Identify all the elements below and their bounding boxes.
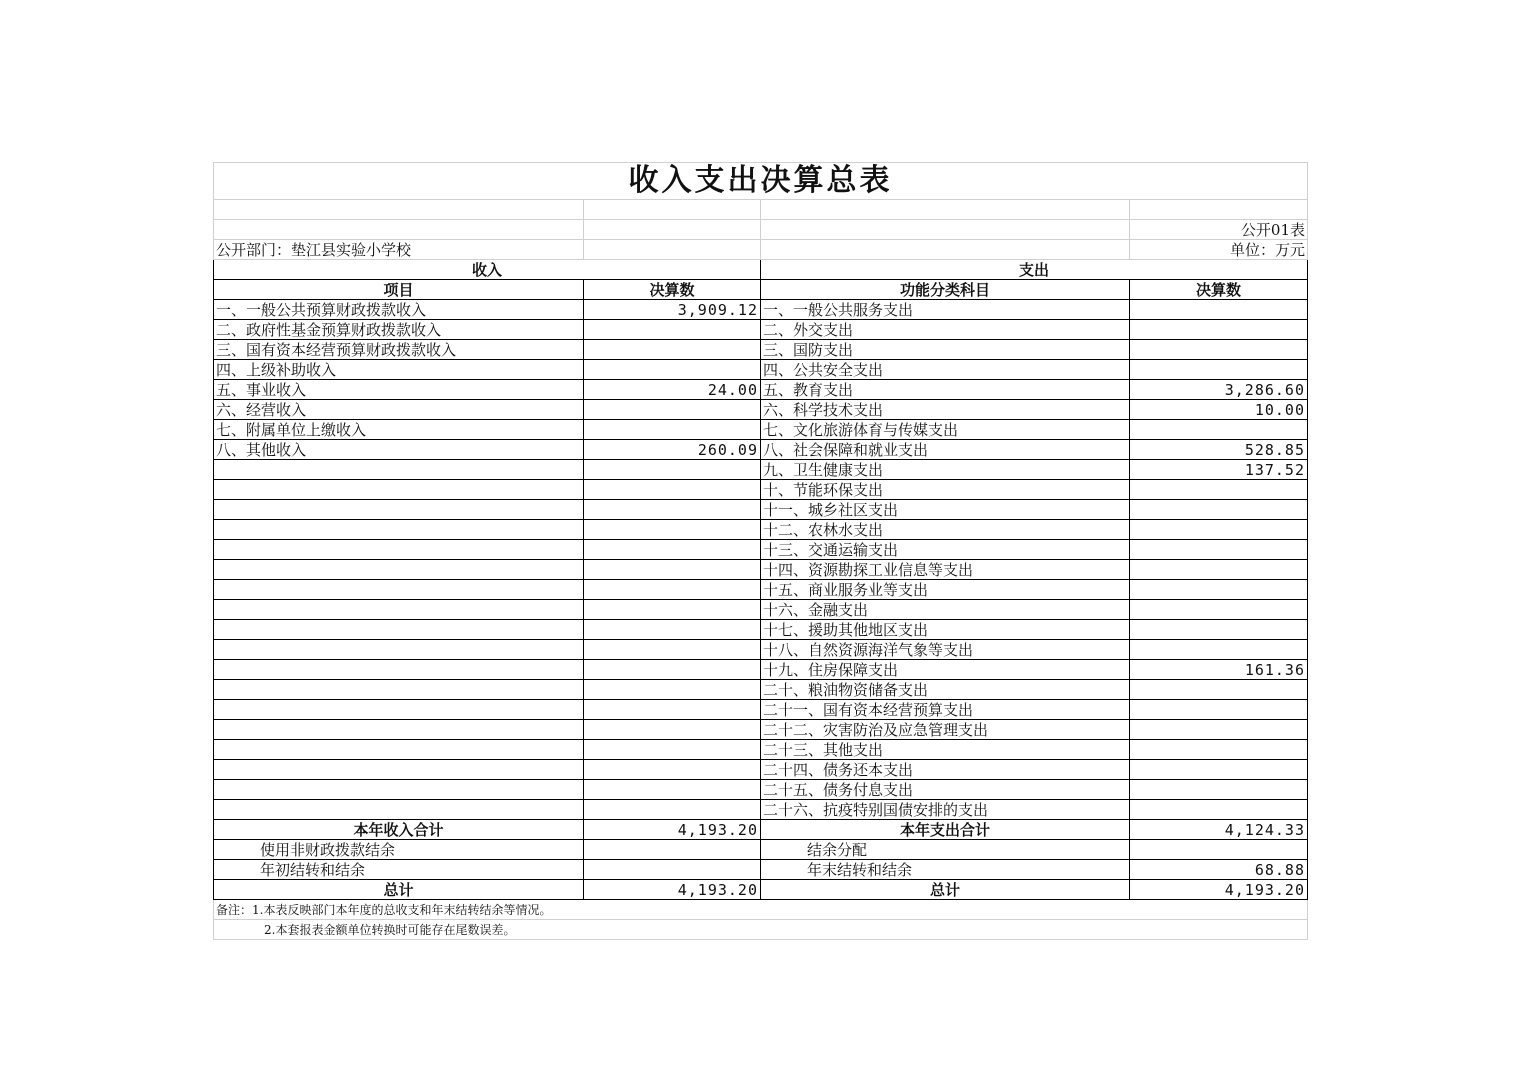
- table-row: [214, 640, 1308, 660]
- expense-amount-cell: [1130, 320, 1308, 340]
- income-item-cell: 一、一般公共预算财政拨款收入: [214, 300, 584, 320]
- table-row: [214, 520, 1308, 540]
- income-item-cell: [214, 740, 584, 760]
- expense-amount-cell: [1130, 760, 1308, 780]
- income-section-header: 收入: [214, 260, 761, 280]
- expense-item-cell: 二十二、灾害防治及应急管理支出: [761, 720, 1130, 740]
- income-item-cell: [214, 800, 584, 820]
- expense-amount-cell: [1130, 580, 1308, 600]
- income-item-cell: [214, 580, 584, 600]
- income-amount-cell: 24.00: [584, 380, 761, 400]
- expense-item-cell: 二、外交支出: [761, 320, 1130, 340]
- table-row: [214, 480, 1308, 500]
- expense-item-cell: 十四、资源勘探工业信息等支出: [761, 560, 1130, 580]
- income-amount-cell: [584, 680, 761, 700]
- expense-item-cell: 四、公共安全支出: [761, 360, 1130, 380]
- begin-carry-label: 年初结转和结余: [214, 860, 584, 880]
- expense-item-cell: 二十一、国有资本经营预算支出: [761, 700, 1130, 720]
- expense-item-cell: 十五、商业服务业等支出: [761, 580, 1130, 600]
- expense-amount-cell: [1130, 620, 1308, 640]
- expense-total-value: 4,124.33: [1130, 820, 1308, 840]
- surplus-dist-value: [1130, 840, 1308, 860]
- expense-item-cell: 一、一般公共服务支出: [761, 300, 1130, 320]
- expense-item-cell: 十、节能环保支出: [761, 480, 1130, 500]
- section-header-row: [214, 260, 1308, 280]
- final-accounts-table: [213, 162, 1308, 940]
- income-amount-cell: [584, 540, 761, 560]
- page-title: 收入支出决算总表: [214, 163, 1308, 200]
- income-item-cell: [214, 620, 584, 640]
- grand-total-row: [214, 880, 1308, 900]
- table-row: [214, 620, 1308, 640]
- income-item-cell: [214, 780, 584, 800]
- expense-amount-cell: 3,286.60: [1130, 380, 1308, 400]
- expense-amount-cell: 10.00: [1130, 400, 1308, 420]
- table-row: [214, 500, 1308, 520]
- expense-item-cell: 三、国防支出: [761, 340, 1130, 360]
- expense-amount-cell: [1130, 520, 1308, 540]
- grand-expense-value: 4,193.20: [1130, 880, 1308, 900]
- table-row: [214, 660, 1308, 680]
- table-row: [214, 740, 1308, 760]
- grand-income-label: 总计: [214, 880, 584, 900]
- income-item-cell: [214, 660, 584, 680]
- income-amount-cell: [584, 800, 761, 820]
- income-item-cell: [214, 760, 584, 780]
- expense-item-cell: 十九、住房保障支出: [761, 660, 1130, 680]
- income-item-cell: [214, 540, 584, 560]
- nonfiscal-label: 使用非财政拨款结余: [214, 840, 584, 860]
- expense-item-cell: 七、文化旅游体育与传媒支出: [761, 420, 1130, 440]
- expense-section-header: 支出: [761, 260, 1308, 280]
- table-row: [214, 420, 1308, 440]
- surplus-dist-label: 结余分配: [761, 840, 1130, 860]
- expense-item-cell: 十二、农林水支出: [761, 520, 1130, 540]
- table-code: 公开01表: [1130, 220, 1308, 240]
- income-item-cell: 七、附属单位上缴收入: [214, 420, 584, 440]
- expense-item-cell: 二十五、债务付息支出: [761, 780, 1130, 800]
- income-amount-cell: [584, 600, 761, 620]
- income-amount-cell: [584, 660, 761, 680]
- department-row: [214, 240, 1308, 260]
- income-item-cell: 五、事业收入: [214, 380, 584, 400]
- expense-amount-cell: 161.36: [1130, 660, 1308, 680]
- expense-item-header: 功能分类科目: [761, 280, 1130, 300]
- table-row: [214, 320, 1308, 340]
- expense-amount-cell: [1130, 360, 1308, 380]
- income-item-cell: [214, 700, 584, 720]
- expense-item-cell: 十八、自然资源海洋气象等支出: [761, 640, 1130, 660]
- table-row: [214, 380, 1308, 400]
- table-row: [214, 580, 1308, 600]
- note-1: 备注：1.本表反映部门本年度的总收支和年末结转结余等情况。: [214, 900, 1308, 920]
- expense-amount-cell: [1130, 640, 1308, 660]
- expense-item-cell: 八、社会保障和就业支出: [761, 440, 1130, 460]
- title-row: [214, 163, 1308, 200]
- table-row: [214, 700, 1308, 720]
- income-amount-cell: [584, 340, 761, 360]
- income-amount-cell: [584, 640, 761, 660]
- income-item-cell: 二、政府性基金预算财政拨款收入: [214, 320, 584, 340]
- income-amount-cell: [584, 580, 761, 600]
- expense-total-label: 本年支出合计: [761, 820, 1130, 840]
- income-amount-cell: [584, 500, 761, 520]
- expense-amount-cell: 528.85: [1130, 440, 1308, 460]
- expense-amount-cell: [1130, 780, 1308, 800]
- expense-item-cell: 十七、援助其他地区支出: [761, 620, 1130, 640]
- carry-row-2: [214, 860, 1308, 880]
- table-row: [214, 440, 1308, 460]
- income-amount-cell: [584, 420, 761, 440]
- income-amount-cell: 260.09: [584, 440, 761, 460]
- income-item-cell: [214, 640, 584, 660]
- carry-row-1: [214, 840, 1308, 860]
- expense-amount-cell: [1130, 300, 1308, 320]
- income-amount-cell: [584, 320, 761, 340]
- income-total-value: 4,193.20: [584, 820, 761, 840]
- expense-amount-cell: [1130, 500, 1308, 520]
- table-row: [214, 340, 1308, 360]
- income-amount-header: 决算数: [584, 280, 761, 300]
- income-item-cell: [214, 680, 584, 700]
- income-amount-cell: [584, 620, 761, 640]
- expense-item-cell: 十六、金融支出: [761, 600, 1130, 620]
- income-item-cell: [214, 460, 584, 480]
- income-item-cell: [214, 560, 584, 580]
- income-item-cell: 八、其他收入: [214, 440, 584, 460]
- table-row: [214, 720, 1308, 740]
- income-item-header: 项目: [214, 280, 584, 300]
- note-row-2: [214, 920, 1308, 940]
- expense-amount-cell: [1130, 700, 1308, 720]
- table-row: [214, 560, 1308, 580]
- income-amount-cell: 3,909.12: [584, 300, 761, 320]
- expense-item-cell: 二十四、债务还本支出: [761, 760, 1130, 780]
- expense-item-cell: 五、教育支出: [761, 380, 1130, 400]
- table-row: [214, 360, 1308, 380]
- grand-expense-label: 总计: [761, 880, 1130, 900]
- expense-amount-cell: [1130, 680, 1308, 700]
- expense-item-cell: 九、卫生健康支出: [761, 460, 1130, 480]
- income-item-cell: [214, 500, 584, 520]
- income-item-cell: 六、经营收入: [214, 400, 584, 420]
- end-carry-value: 68.88: [1130, 860, 1308, 880]
- income-amount-cell: [584, 460, 761, 480]
- expense-amount-cell: [1130, 600, 1308, 620]
- note-2: 2.本套报表金额单位转换时可能存在尾数误差。: [214, 920, 1308, 940]
- department-label: 公开部门：垫江县实验小学校: [214, 240, 584, 260]
- expense-item-cell: 二十、粮油物资储备支出: [761, 680, 1130, 700]
- expense-amount-cell: [1130, 420, 1308, 440]
- expense-amount-cell: [1130, 540, 1308, 560]
- grand-income-value: 4,193.20: [584, 880, 761, 900]
- table-row: [214, 600, 1308, 620]
- expense-amount-cell: [1130, 800, 1308, 820]
- year-total-row: [214, 820, 1308, 840]
- expense-amount-cell: [1130, 720, 1308, 740]
- expense-item-cell: 六、科学技术支出: [761, 400, 1130, 420]
- income-item-cell: [214, 520, 584, 540]
- expense-amount-header: 决算数: [1130, 280, 1308, 300]
- unit-label: 单位：万元: [1130, 240, 1308, 260]
- income-amount-cell: [584, 780, 761, 800]
- income-item-cell: 四、上级补助收入: [214, 360, 584, 380]
- expense-amount-cell: [1130, 560, 1308, 580]
- note-row-1: [214, 900, 1308, 920]
- income-item-cell: [214, 720, 584, 740]
- table-row: [214, 300, 1308, 320]
- income-amount-cell: [584, 740, 761, 760]
- column-header-row: [214, 280, 1308, 300]
- table-row: [214, 400, 1308, 420]
- table-row: [214, 460, 1308, 480]
- expense-item-cell: 十三、交通运输支出: [761, 540, 1130, 560]
- expense-item-cell: 二十六、抗疫特别国债安排的支出: [761, 800, 1130, 820]
- table-row: [214, 540, 1308, 560]
- expense-amount-cell: [1130, 740, 1308, 760]
- table-row: [214, 760, 1308, 780]
- spacer-row: [214, 200, 1308, 220]
- table-row: [214, 680, 1308, 700]
- table-code-row: [214, 220, 1308, 240]
- table-row: [214, 780, 1308, 800]
- begin-carry-value: [584, 860, 761, 880]
- income-item-cell: [214, 600, 584, 620]
- expense-amount-cell: [1130, 340, 1308, 360]
- table-row: [214, 800, 1308, 820]
- income-total-label: 本年收入合计: [214, 820, 584, 840]
- income-amount-cell: [584, 760, 761, 780]
- nonfiscal-value: [584, 840, 761, 860]
- expense-item-cell: 十一、城乡社区支出: [761, 500, 1130, 520]
- income-amount-cell: [584, 520, 761, 540]
- end-carry-label: 年末结转和结余: [761, 860, 1130, 880]
- expense-item-cell: 二十三、其他支出: [761, 740, 1130, 760]
- income-amount-cell: [584, 360, 761, 380]
- expense-amount-cell: 137.52: [1130, 460, 1308, 480]
- income-amount-cell: [584, 480, 761, 500]
- income-item-cell: [214, 480, 584, 500]
- expense-amount-cell: [1130, 480, 1308, 500]
- income-amount-cell: [584, 700, 761, 720]
- income-amount-cell: [584, 720, 761, 740]
- income-amount-cell: [584, 400, 761, 420]
- income-item-cell: 三、国有资本经营预算财政拨款收入: [214, 340, 584, 360]
- income-amount-cell: [584, 560, 761, 580]
